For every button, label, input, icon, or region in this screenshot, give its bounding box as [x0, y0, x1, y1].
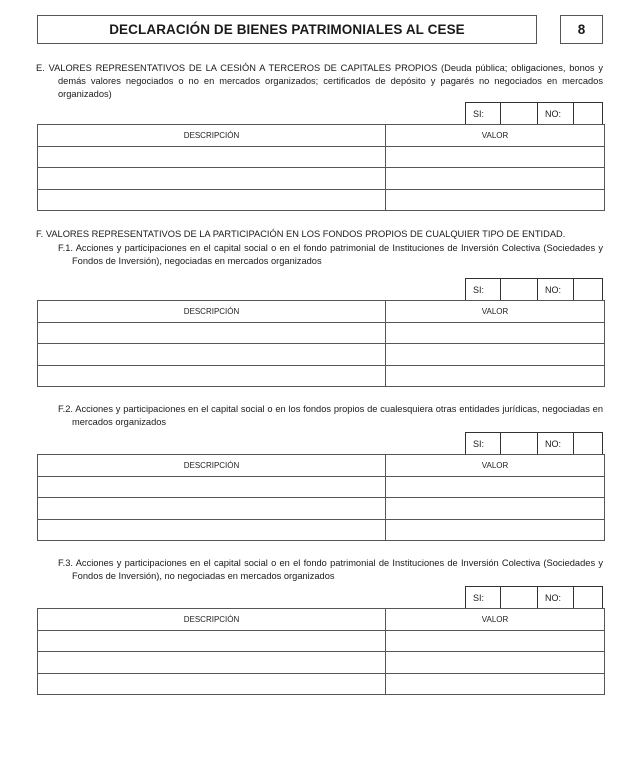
no-label: NO:: [538, 103, 574, 124]
table-row: [38, 146, 605, 168]
column-header-valor: VALOR: [386, 125, 605, 147]
yes-label: SI:: [466, 433, 501, 454]
section-f2-yes-no: [465, 432, 603, 454]
table-row: [38, 673, 605, 695]
valor-cell[interactable]: [386, 630, 605, 652]
section-f3-yes-no: [465, 586, 603, 608]
valor-cell[interactable]: [386, 189, 605, 211]
table-header-row: [38, 455, 605, 477]
table-row: [38, 322, 605, 344]
descripcion-cell[interactable]: [38, 673, 386, 695]
table-row: [38, 630, 605, 652]
valor-cell[interactable]: [386, 344, 605, 366]
valor-cell[interactable]: [386, 476, 605, 498]
valor-cell[interactable]: [386, 673, 605, 695]
column-header-valor: VALOR: [386, 301, 605, 323]
no-checkbox[interactable]: [574, 433, 602, 454]
column-header-descripcion: DESCRIPCIÓN: [38, 609, 386, 631]
descripcion-cell[interactable]: [38, 476, 386, 498]
no-checkbox[interactable]: [574, 587, 602, 608]
section-f1-yes-no: [465, 278, 603, 300]
section-f3-table: [37, 608, 605, 695]
table-row: [38, 189, 605, 211]
document-title: [37, 15, 537, 44]
section-e-table: [37, 124, 605, 211]
valor-cell[interactable]: [386, 168, 605, 190]
descripcion-cell[interactable]: [38, 322, 386, 344]
descripcion-cell[interactable]: [38, 189, 386, 211]
table-row: [38, 498, 605, 520]
table-row: [38, 168, 605, 190]
table-header-row: [38, 125, 605, 147]
no-label: NO:: [538, 587, 574, 608]
document-title-text: DECLARACIÓN DE BIENES PATRIMONIALES AL CESE: [109, 22, 465, 37]
descripcion-cell[interactable]: [38, 344, 386, 366]
section-e-heading: E. VALORES REPRESENTATIVOS DE LA CESIÓN A TERCEROS DE CAPITALES PROPIOS (Deuda pública; obligaciones, bonos y demás valores negociados o no en mercados organizados; certificados de depósito y pagarés no negociados en mercados organizados): [36, 63, 603, 99]
section-f3-heading: F.3. Acciones y participaciones en el capital social o en el fondo patrimonial de Instituciones de Inversión Colectiva (Sociedades y Fondos de Inversión), no negociadas en mercados organizados: [58, 558, 603, 581]
valor-cell[interactable]: [386, 498, 605, 520]
yes-checkbox[interactable]: [501, 587, 538, 608]
table-header-row: [38, 609, 605, 631]
descripcion-cell[interactable]: [38, 519, 386, 541]
section-f1-table: [37, 300, 605, 387]
valor-cell[interactable]: [386, 146, 605, 168]
descripcion-cell[interactable]: [38, 630, 386, 652]
no-checkbox[interactable]: [574, 279, 602, 300]
section-f2-table: [37, 454, 605, 541]
column-header-descripcion: DESCRIPCIÓN: [38, 301, 386, 323]
valor-cell[interactable]: [386, 652, 605, 674]
page-number-box: [560, 15, 603, 44]
section-f-heading: F. VALORES REPRESENTATIVOS DE LA PARTICIPACIÓN EN LOS FONDOS PROPIOS DE CUALQUIER TIPO DE ENTIDAD.: [36, 229, 566, 239]
yes-checkbox[interactable]: [501, 279, 538, 300]
yes-label: SI:: [466, 279, 501, 300]
descripcion-cell[interactable]: [38, 652, 386, 674]
table-row: [38, 344, 605, 366]
section-e-yes-no: [465, 102, 603, 124]
yes-label: SI:: [466, 587, 501, 608]
table-row: [38, 476, 605, 498]
valor-cell[interactable]: [386, 365, 605, 387]
yes-checkbox[interactable]: [501, 103, 538, 124]
column-header-valor: VALOR: [386, 609, 605, 631]
column-header-descripcion: DESCRIPCIÓN: [38, 455, 386, 477]
no-label: NO:: [538, 279, 574, 300]
descripcion-cell[interactable]: [38, 365, 386, 387]
no-checkbox[interactable]: [574, 103, 602, 124]
descripcion-cell[interactable]: [38, 146, 386, 168]
table-row: [38, 652, 605, 674]
valor-cell[interactable]: [386, 519, 605, 541]
table-row: [38, 365, 605, 387]
table-row: [38, 519, 605, 541]
yes-checkbox[interactable]: [501, 433, 538, 454]
page-number: 8: [577, 22, 586, 37]
column-header-valor: VALOR: [386, 455, 605, 477]
yes-label: SI:: [466, 103, 501, 124]
table-header-row: [38, 301, 605, 323]
descripcion-cell[interactable]: [38, 498, 386, 520]
valor-cell[interactable]: [386, 322, 605, 344]
section-f1-heading: F.1. Acciones y participaciones en el capital social o en el fondo patrimonial de Instituciones de Inversión Colectiva (Sociedades y Fondos de Inversión), negociadas en mercados organizados: [58, 243, 603, 266]
no-label: NO:: [538, 433, 574, 454]
descripcion-cell[interactable]: [38, 168, 386, 190]
column-header-descripcion: DESCRIPCIÓN: [38, 125, 386, 147]
section-f2-heading: F.2. Acciones y participaciones en el capital social o en los fondos propios de cualesquiera otras entidades jurídicas, negociadas en mercados organizados: [58, 404, 603, 427]
